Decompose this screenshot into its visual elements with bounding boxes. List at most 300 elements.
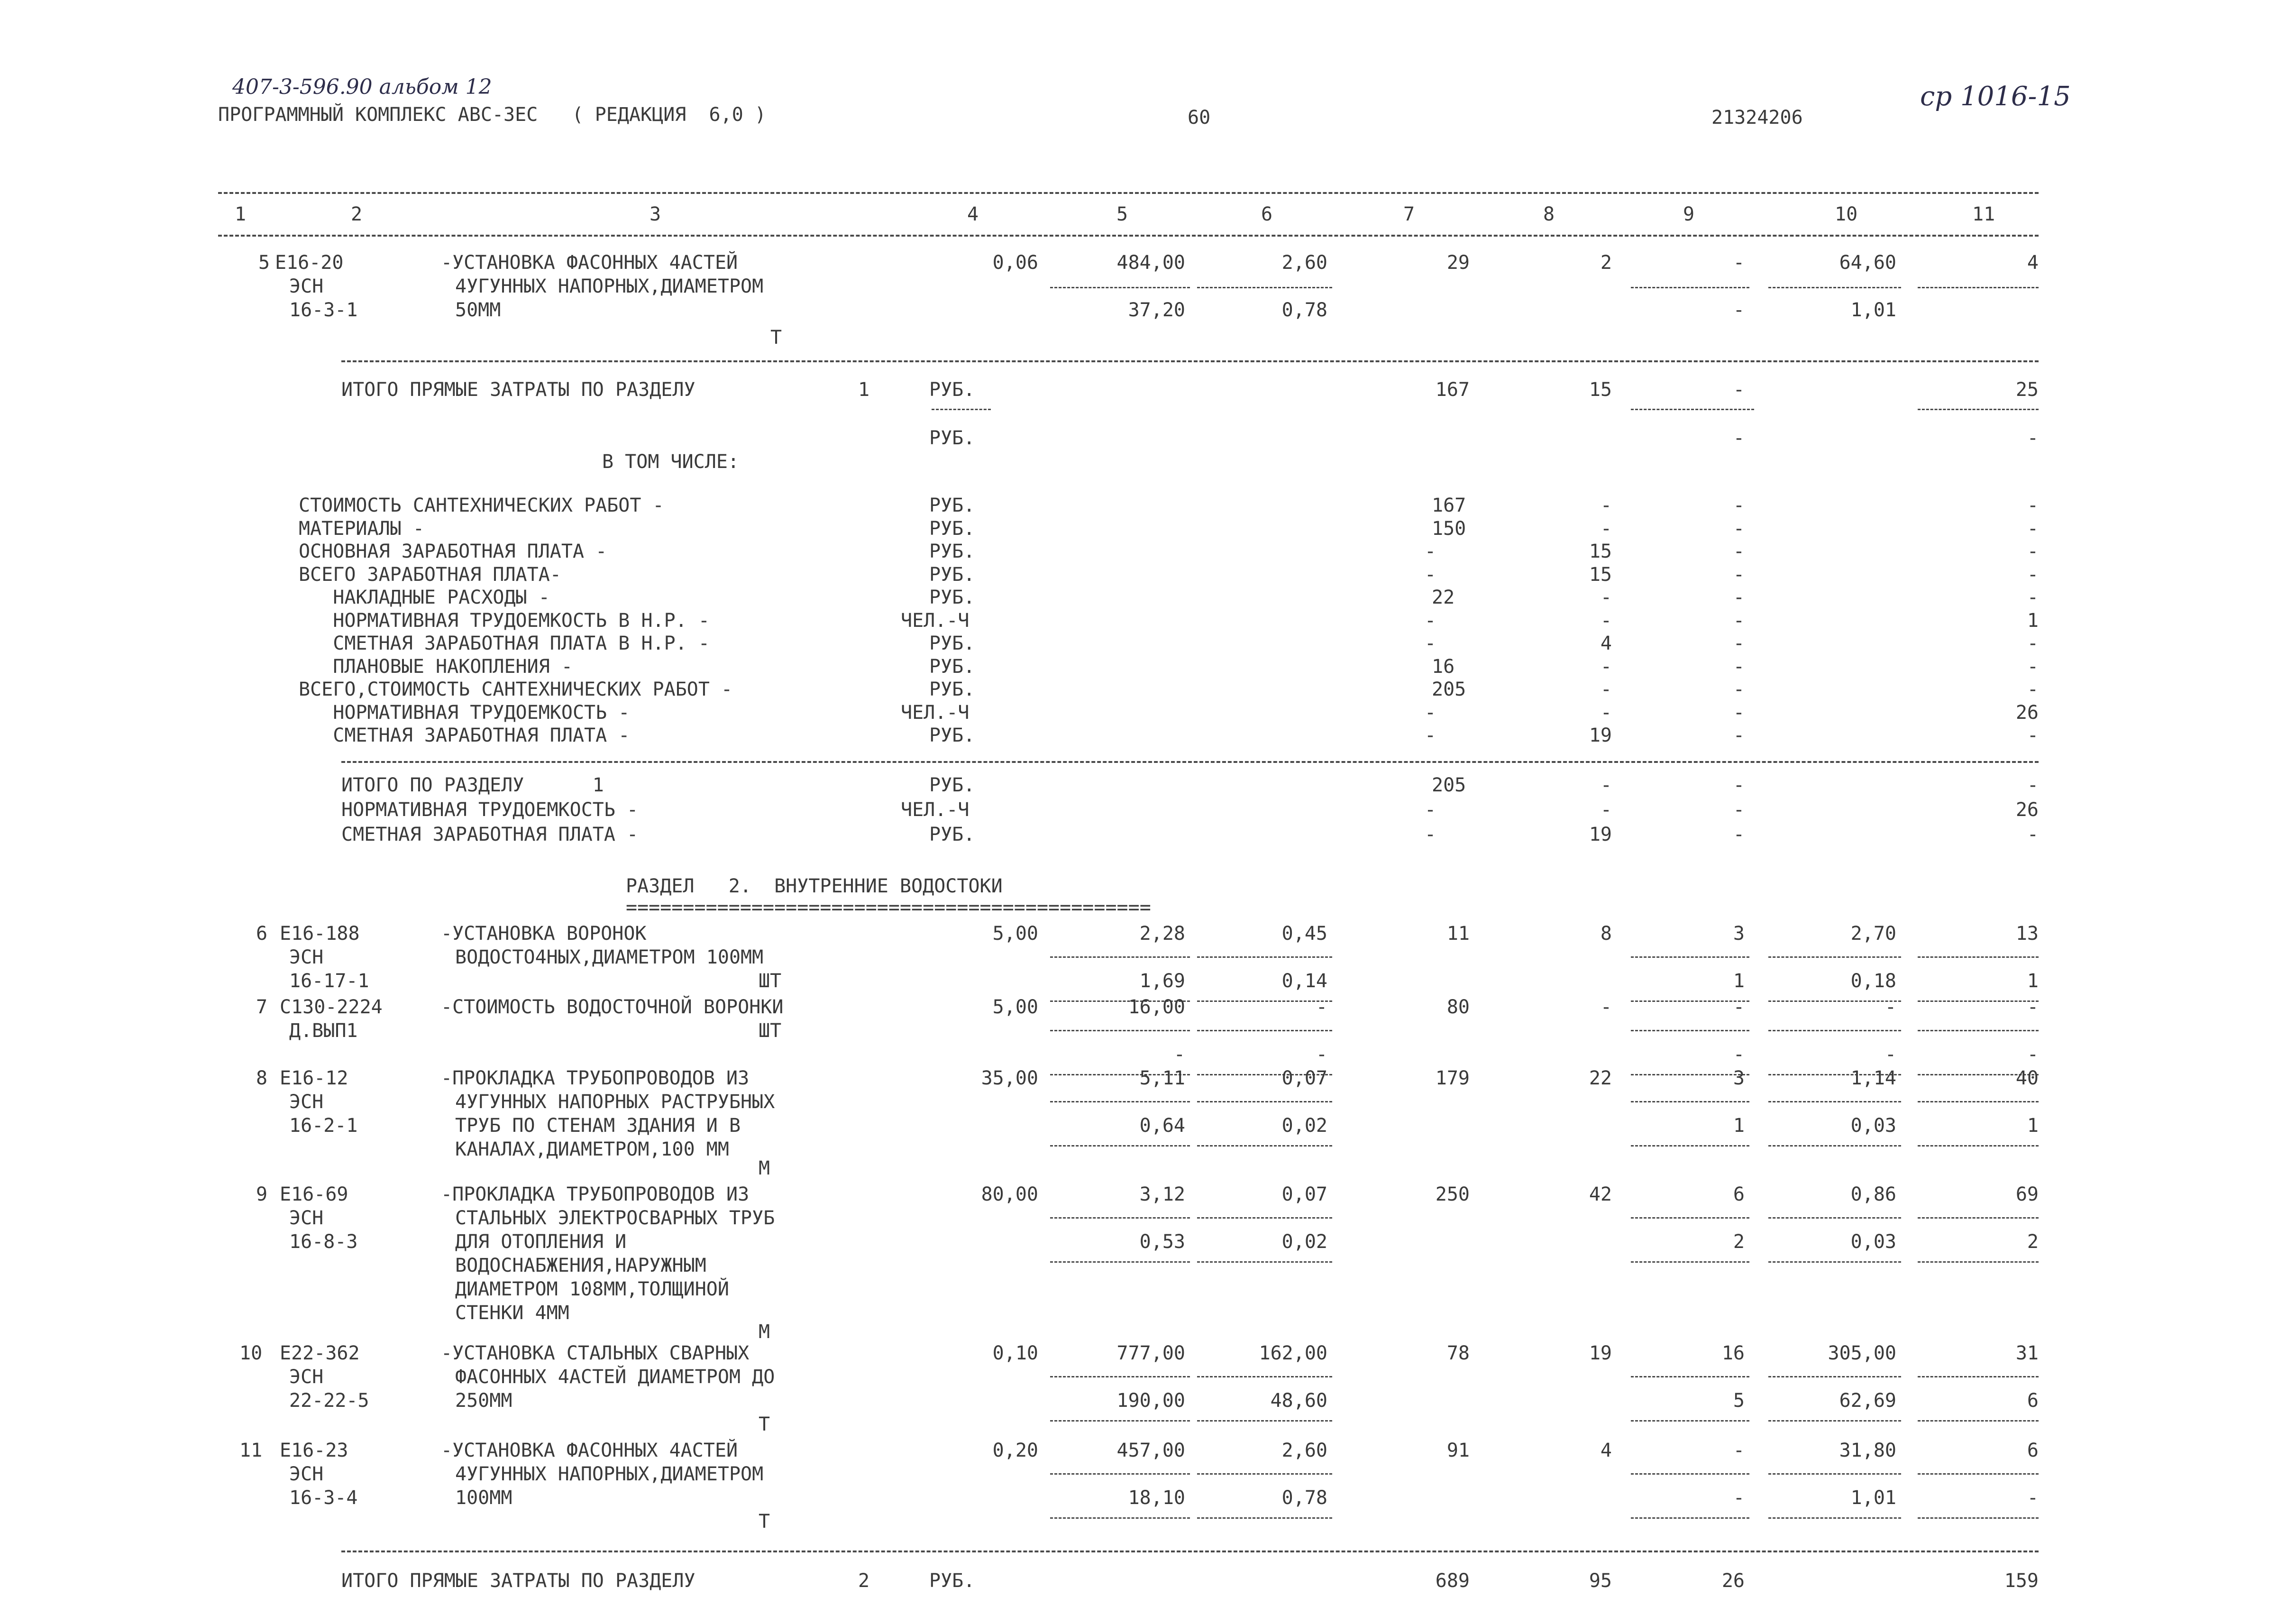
unit: РУБ.	[929, 541, 975, 562]
machine-cost: -	[1733, 1440, 1745, 1461]
machine-cost: 3	[1733, 1067, 1745, 1089]
labour-total: 26	[2015, 799, 2039, 821]
item-number: 7	[256, 996, 268, 1018]
item-code: 22-22-5	[289, 1390, 369, 1412]
column-header-2: 2	[351, 203, 363, 225]
item-number: 8	[256, 1067, 268, 1089]
cost-wage: 15	[1589, 541, 1612, 562]
machine-cost: 3	[1733, 923, 1745, 945]
dashed-rule	[1768, 1261, 1901, 1263]
item-number: 9	[256, 1184, 268, 1205]
labour-total: -	[2027, 427, 2039, 449]
dashed-rule	[1050, 1420, 1190, 1422]
machine-wage: 1	[1733, 1115, 1745, 1137]
item-description: 50ММ	[455, 299, 501, 321]
breakdown-label: МАТЕРИАЛЫ -	[299, 517, 424, 540]
labour-unit-machine: 1,01	[1850, 299, 1896, 321]
cost-total: -	[1425, 701, 1436, 724]
cost-wage: -	[1600, 609, 1612, 632]
machine-cost: -	[1733, 725, 1745, 746]
cost-wage: 2	[1600, 252, 1612, 274]
unit: РУБ.	[929, 587, 975, 608]
dashed-rule	[1768, 1473, 1901, 1475]
labour-unit-machine: 0,18	[1850, 970, 1896, 992]
price-total: 2,28	[1139, 923, 1185, 945]
dashed-rule	[1918, 1101, 2039, 1102]
machine-cost: -	[1733, 655, 1745, 678]
breakdown-label: ВСЕГО ЗАРАБОТНАЯ ПЛАТА-	[299, 563, 561, 586]
handwritten-reference: 407-3-596.90 альбом 12	[232, 75, 492, 99]
dashed-rule	[1918, 1517, 2039, 1519]
labour-unit-machine: 62,69	[1839, 1390, 1896, 1412]
labour-total: -	[2027, 495, 2039, 516]
item-number: 10	[239, 1342, 263, 1364]
cost-total: 250	[1435, 1184, 1470, 1205]
cost-wage: 19	[1589, 725, 1612, 746]
program-title: ПРОГРАММНЫЙ КОМПЛЕКС АВС-3ЕС ( РЕДАКЦИЯ 6,0 )	[218, 104, 766, 126]
cost-total: -	[1425, 609, 1436, 632]
dashed-rule	[1197, 1517, 1332, 1519]
price-wage: 2,60	[1281, 252, 1327, 274]
breakdown-label: НОРМАТИВНАЯ ТРУДОЕМКОСТЬ -	[299, 701, 630, 724]
cost-total: 205	[1432, 774, 1466, 796]
item-code: 16-3-1	[289, 299, 358, 321]
column-header-8: 8	[1543, 203, 1555, 225]
dashed-rule	[1631, 1145, 1749, 1147]
price-total: 3,12	[1139, 1184, 1185, 1205]
item-description: -ПРОКЛАДКА ТРУБОПРОВОДОВ ИЗ	[441, 1184, 750, 1205]
item-description: -УСТАНОВКА ФАСОННЫХ 4АСТЕЙ	[441, 252, 738, 274]
dashed-rule	[1631, 956, 1749, 958]
dashed-rule	[1918, 409, 2039, 410]
item-code: ЭСН	[289, 1463, 324, 1485]
labour-total: -	[2027, 725, 2039, 746]
quantity: 35,00	[981, 1067, 1038, 1089]
dashed-rule	[218, 192, 2039, 194]
machine-cost: -	[1733, 379, 1745, 401]
cost-wage: 15	[1589, 563, 1612, 586]
item-code: ЭСН	[289, 1366, 324, 1388]
labour-total: -	[2027, 563, 2039, 586]
cost-total: -	[1425, 799, 1436, 821]
cost-total: 29	[1446, 252, 1470, 274]
price-total: 457,00	[1116, 1440, 1185, 1461]
labour-total: -	[2027, 679, 2039, 700]
price-wage: 0,07	[1281, 1067, 1327, 1089]
cost-total: 167	[1432, 495, 1466, 516]
item-description: СТЕНКИ 4ММ	[455, 1302, 569, 1324]
cost-total: 167	[1435, 379, 1470, 401]
machine-cost: -	[1733, 587, 1745, 608]
column-header-10: 10	[1835, 203, 1858, 225]
price-total: 16,00	[1128, 996, 1185, 1018]
dashed-rule	[1768, 956, 1901, 958]
cost-wage: 95	[1589, 1570, 1612, 1592]
machine-cost: -	[1733, 824, 1745, 845]
labour-total: 159	[2004, 1570, 2039, 1592]
cost-total: 91	[1446, 1440, 1470, 1461]
labour-unit: 305,00	[1828, 1342, 1896, 1364]
item-code: Д.ВЫП1	[289, 1020, 358, 1042]
dashed-rule	[1918, 1261, 2039, 1263]
cost-total: -	[1425, 633, 1436, 654]
dashed-rule	[1631, 1000, 1749, 1002]
labour-total: 13	[2015, 923, 2039, 945]
dashed-rule	[1197, 1000, 1332, 1002]
item-code: ЭСН	[289, 275, 324, 297]
item-description: КАНАЛАХ,ДИАМЕТРОМ,100 ММ	[455, 1138, 729, 1160]
cost-wage: 42	[1589, 1184, 1612, 1205]
cost-wage: 8	[1600, 923, 1612, 945]
dashed-rule	[1631, 409, 1754, 410]
item-code: Е16-188	[280, 923, 360, 945]
page-number: 60	[1188, 107, 1211, 128]
labour-unit: 2,70	[1850, 923, 1896, 945]
machine-cost: -	[1733, 679, 1745, 700]
labour-total-machine: 1	[2027, 970, 2039, 992]
breakdown-label: НАКЛАДНЫЕ РАСХОДЫ -	[299, 587, 550, 608]
dashed-rule	[1631, 1473, 1749, 1475]
column-header-3: 3	[649, 203, 661, 225]
item-description: -УСТАНОВКА ВОРОНОК	[441, 923, 647, 945]
unit: ЧЕЛ.-Ч	[901, 701, 970, 724]
item-code: Е16-69	[280, 1184, 348, 1205]
dashed-rule	[1631, 1217, 1749, 1219]
machine-cost: 6	[1733, 1184, 1745, 1205]
labour-total-machine: 6	[2027, 1390, 2039, 1412]
item-code: С130-2224	[280, 996, 383, 1018]
dashed-rule	[1197, 1376, 1332, 1377]
item-description: ТРУБ ПО СТЕНАМ ЗДАНИЯ И В	[455, 1115, 741, 1137]
item-number: 5	[258, 252, 270, 274]
price-wage: 2,60	[1281, 1440, 1327, 1461]
dashed-rule	[1050, 1473, 1190, 1475]
breakdown-label: СМЕТНАЯ ЗАРАБОТНАЯ ПЛАТА -	[299, 725, 630, 746]
column-header-6: 6	[1261, 203, 1273, 225]
dashed-rule	[1918, 956, 2039, 958]
price-machine: 190,00	[1116, 1390, 1185, 1412]
machine-cost: -	[1733, 996, 1745, 1018]
machine-cost: -	[1733, 609, 1745, 632]
labour-unit: 0,86	[1850, 1184, 1896, 1205]
labour-total: -	[2027, 996, 2039, 1018]
labour-total: 40	[2015, 1067, 2039, 1089]
item-unit: Т	[759, 1413, 770, 1435]
price-machine-wage: 0,02	[1281, 1115, 1327, 1137]
labour-unit: -	[1884, 996, 1896, 1018]
dashed-rule	[341, 761, 2039, 763]
dashed-rule	[1050, 1030, 1190, 1031]
quantity: 80,00	[981, 1184, 1038, 1205]
item-unit: Т	[759, 1511, 770, 1532]
dashed-rule	[1918, 1217, 2039, 1219]
price-machine-wage: 48,60	[1270, 1390, 1327, 1412]
machine-wage: -	[1733, 427, 1745, 449]
price-machine-wage: -	[1316, 1044, 1327, 1065]
quantity: 0,20	[992, 1440, 1038, 1461]
item-code: 16-3-4	[289, 1487, 358, 1509]
dashed-rule	[1631, 287, 1749, 288]
quantity: 5,00	[992, 923, 1038, 945]
item-number: 6	[256, 923, 268, 945]
section-total-label: СМЕТНАЯ ЗАРАБОТНАЯ ПЛАТА -	[341, 824, 639, 845]
breakdown-label: ВСЕГО,СТОИМОСТЬ САНТЕХНИЧЕСКИХ РАБОТ -	[299, 679, 733, 700]
item-description: -УСТАНОВКА СТАЛЬНЫХ СВАРНЫХ	[441, 1342, 750, 1364]
cost-wage: -	[1600, 799, 1612, 821]
item-code: ЭСН	[289, 1091, 324, 1113]
column-header-4: 4	[967, 203, 979, 225]
dashed-rule	[1918, 1030, 2039, 1031]
cost-total: 11	[1446, 923, 1470, 945]
cost-total: 150	[1432, 517, 1466, 540]
item-code: 16-2-1	[289, 1115, 358, 1137]
item-code: Е16-20	[275, 252, 344, 274]
unit: РУБ.	[929, 563, 975, 586]
quantity: 5,00	[992, 996, 1038, 1018]
price-machine-wage: 0,14	[1281, 970, 1327, 992]
dashed-rule	[1050, 287, 1190, 288]
item-unit: М	[759, 1321, 770, 1343]
dashed-rule	[1197, 1420, 1332, 1422]
dashed-rule	[1197, 956, 1332, 958]
dashed-rule	[1631, 1101, 1749, 1102]
dashed-rule	[1197, 1473, 1332, 1475]
dashed-rule	[1050, 1145, 1190, 1147]
labour-total: 31	[2015, 1342, 2039, 1364]
labour-unit: 64,60	[1839, 252, 1896, 274]
price-wage: 162,00	[1259, 1342, 1327, 1364]
item-code: Е16-23	[280, 1440, 348, 1461]
price-total: 5,11	[1139, 1067, 1185, 1089]
item-description: ВОДОСНАБЖЕНИЯ,НАРУЖНЫМ	[455, 1255, 706, 1276]
item-number: 11	[239, 1440, 263, 1461]
unit: ЧЕЛ.-Ч	[901, 799, 970, 821]
dashed-rule	[1918, 1145, 2039, 1147]
machine-wage: 2	[1733, 1231, 1745, 1253]
labour-total-machine: -	[2027, 1044, 2039, 1065]
dashed-rule	[1768, 287, 1901, 288]
section-total-label: НОРМАТИВНАЯ ТРУДОЕМКОСТЬ -	[341, 799, 639, 821]
cost-total: -	[1425, 563, 1436, 586]
item-description: 4УГУННЫХ НАПОРНЫХ РАСТРУБНЫХ	[455, 1091, 775, 1113]
dashed-rule	[1197, 1030, 1332, 1031]
item-description: -ПРОКЛАДКА ТРУБОПРОВОДОВ ИЗ	[441, 1067, 750, 1089]
unit: РУБ.	[929, 633, 975, 654]
unit: РУБ.	[929, 774, 975, 796]
column-header-5: 5	[1116, 203, 1128, 225]
item-description: -УСТАНОВКА ФАСОННЫХ 4АСТЕЙ	[441, 1440, 738, 1461]
cost-wage: 19	[1589, 1342, 1612, 1364]
dashed-rule	[1050, 1376, 1190, 1377]
item-code: ЭСН	[289, 1207, 324, 1229]
item-code: ЭСН	[289, 946, 324, 968]
item-unit: ШТ	[759, 970, 782, 992]
price-total: 484,00	[1116, 252, 1185, 274]
total-direct-label: ИТОГО ПРЯМЫЕ ЗАТРАТЫ ПО РАЗДЕЛУ	[341, 379, 695, 401]
price-total: 777,00	[1116, 1342, 1185, 1364]
labour-total: -	[2027, 774, 2039, 796]
dashed-rule	[1631, 1030, 1749, 1031]
cost-wage: -	[1600, 495, 1612, 516]
dashed-rule	[932, 409, 991, 410]
dashed-rule	[1768, 1420, 1901, 1422]
labour-total: -	[2027, 517, 2039, 540]
labour-unit: 31,80	[1839, 1440, 1896, 1461]
item-description: ВОДОСТО4НЫХ,ДИАМЕТРОМ 100ММ	[455, 946, 764, 968]
cost-total: 689	[1435, 1570, 1470, 1592]
item-code: 16-8-3	[289, 1231, 358, 1253]
section-total-label: ИТОГО ПО РАЗДЕЛУ 1	[341, 774, 604, 796]
item-description: СТАЛЬНЫХ ЭЛЕКТРОСВАРНЫХ ТРУБ	[455, 1207, 775, 1229]
cost-wage: -	[1600, 701, 1612, 724]
dashed-rule	[1631, 1376, 1749, 1377]
labour-total-machine: -	[2027, 1487, 2039, 1509]
dashed-rule	[1918, 1000, 2039, 1002]
machine-cost: -	[1733, 517, 1745, 540]
dashed-rule	[1918, 1420, 2039, 1422]
price-machine-wage: 0,78	[1281, 299, 1327, 321]
machine-cost: -	[1733, 774, 1745, 796]
dashed-rule	[1050, 956, 1190, 958]
machine-wage: -	[1733, 299, 1745, 321]
unit: РУБ.	[929, 517, 975, 540]
price-machine-wage: 0,78	[1281, 1487, 1327, 1509]
unit: РУБ.	[929, 1570, 975, 1592]
labour-unit-machine: 0,03	[1850, 1231, 1896, 1253]
machine-cost: -	[1733, 799, 1745, 821]
including-label: В ТОМ ЧИСЛЕ:	[602, 451, 739, 473]
breakdown-label: ПЛАНОВЫЕ НАКОПЛЕНИЯ -	[299, 655, 573, 678]
unit: РУБ.	[929, 379, 975, 401]
machine-cost: -	[1733, 495, 1745, 516]
price-machine-wage: 0,02	[1281, 1231, 1327, 1253]
item-description: 4УГУННЫХ НАПОРНЫХ,ДИАМЕТРОМ	[455, 275, 764, 297]
unit: ЧЕЛ.-Ч	[901, 609, 970, 632]
machine-wage: -	[1733, 1044, 1745, 1065]
dashed-rule	[1050, 1101, 1190, 1102]
price-wage: -	[1316, 996, 1327, 1018]
dashed-rule	[1768, 1101, 1901, 1102]
cost-wage: 19	[1589, 824, 1612, 845]
item-code: Е22-362	[280, 1342, 360, 1364]
labour-total: 6	[2027, 1440, 2039, 1461]
column-header-7: 7	[1403, 203, 1415, 225]
dashed-rule	[1050, 1517, 1190, 1519]
section-number: 2	[858, 1570, 870, 1592]
item-unit: ШТ	[759, 1020, 782, 1042]
cost-total: -	[1425, 824, 1436, 845]
column-header-9: 9	[1683, 203, 1695, 225]
machine-cost: -	[1733, 563, 1745, 586]
machine-cost: -	[1733, 633, 1745, 654]
machine-wage: -	[1733, 1487, 1745, 1509]
machine-cost: -	[1733, 701, 1745, 724]
dashed-rule	[1197, 1261, 1332, 1263]
item-description: ФАСОННЫХ 4АСТЕЙ ДИАМЕТРОМ ДО	[455, 1366, 775, 1388]
machine-cost: -	[1733, 541, 1745, 562]
labour-total-machine: 2	[2027, 1231, 2039, 1253]
cost-wage: 4	[1600, 633, 1612, 654]
dashed-rule	[1197, 1145, 1332, 1147]
cost-wage: -	[1600, 996, 1612, 1018]
item-code: Е16-12	[280, 1067, 348, 1089]
dashed-rule	[1631, 1074, 1749, 1075]
column-header-11: 11	[1972, 203, 1995, 225]
item-description: 100ММ	[455, 1487, 512, 1509]
breakdown-label: СМЕТНАЯ ЗАРАБОТНАЯ ПЛАТА В Н.Р. -	[299, 633, 710, 654]
machine-wage: 5	[1733, 1390, 1745, 1412]
dashed-rule	[1197, 287, 1332, 288]
price-machine: 18,10	[1128, 1487, 1185, 1509]
unit: РУБ.	[929, 824, 975, 845]
dashed-rule	[1050, 1217, 1190, 1219]
item-description: -СТОИМОСТЬ ВОДОСТОЧНОЙ ВОРОНКИ	[441, 996, 784, 1018]
item-description: 4УГУННЫХ НАПОРНЫХ,ДИАМЕТРОМ	[455, 1463, 764, 1485]
dashed-rule	[1768, 1517, 1901, 1519]
section-number: 1	[858, 379, 870, 401]
item-unit: Т	[770, 327, 782, 349]
labour-unit-machine: 1,01	[1850, 1487, 1896, 1509]
item-description: ДЛЯ ОТОПЛЕНИЯ И	[455, 1231, 627, 1253]
unit: РУБ.	[929, 679, 975, 700]
section-title: РАЗДЕЛ 2. ВНУТРЕННИЕ ВОДОСТОКИ	[626, 875, 1003, 897]
archive-stamp: ср 1016-15	[1920, 81, 2071, 112]
labour-total: -	[2027, 633, 2039, 654]
cost-total: 205	[1432, 679, 1466, 700]
cost-wage: -	[1600, 517, 1612, 540]
cost-total: 22	[1432, 587, 1455, 608]
labour-total: 25	[2015, 379, 2039, 401]
labour-total: 26	[2015, 701, 2039, 724]
labour-unit: 1,14	[1850, 1067, 1896, 1089]
cost-total: -	[1425, 541, 1436, 562]
labour-total: -	[2027, 824, 2039, 845]
price-wage: 0,07	[1281, 1184, 1327, 1205]
cost-wage: 4	[1600, 1440, 1612, 1461]
unit: РУБ.	[929, 495, 975, 516]
dashed-rule	[1768, 1217, 1901, 1219]
price-machine: 1,69	[1139, 970, 1185, 992]
labour-total: 69	[2015, 1184, 2039, 1205]
item-unit: М	[759, 1157, 770, 1179]
machine-cost: 16	[1721, 1342, 1745, 1364]
labour-total: -	[2027, 541, 2039, 562]
dashed-rule	[341, 360, 2039, 362]
breakdown-label: ОСНОВНАЯ ЗАРАБОТНАЯ ПЛАТА -	[299, 541, 607, 562]
labour-total: 4	[2027, 252, 2039, 274]
price-machine: -	[1173, 1044, 1185, 1065]
unit: РУБ.	[929, 725, 975, 746]
breakdown-label: СТОИМОСТЬ САНТЕХНИЧЕСКИХ РАБОТ -	[299, 495, 664, 516]
document-code: 21324206	[1711, 107, 1803, 128]
cost-wage: -	[1600, 587, 1612, 608]
dashed-rule	[1918, 1376, 2039, 1377]
machine-cost: 26	[1721, 1570, 1745, 1592]
dashed-rule	[341, 1551, 2039, 1552]
section-title-underline: ==============================================	[626, 897, 1151, 918]
total-direct-label: ИТОГО ПРЯМЫЕ ЗАТРАТЫ ПО РАЗДЕЛУ	[341, 1570, 695, 1592]
quantity: 0,10	[992, 1342, 1038, 1364]
labour-total: -	[2027, 655, 2039, 678]
dashed-rule	[1768, 1000, 1901, 1002]
unit: РУБ.	[929, 427, 975, 449]
labour-total-machine: 1	[2027, 1115, 2039, 1137]
labour-unit-machine: 0,03	[1850, 1115, 1896, 1137]
price-machine: 37,20	[1128, 299, 1185, 321]
cost-wage: 22	[1589, 1067, 1612, 1089]
labour-total: 1	[2027, 609, 2039, 632]
price-machine: 0,64	[1139, 1115, 1185, 1137]
